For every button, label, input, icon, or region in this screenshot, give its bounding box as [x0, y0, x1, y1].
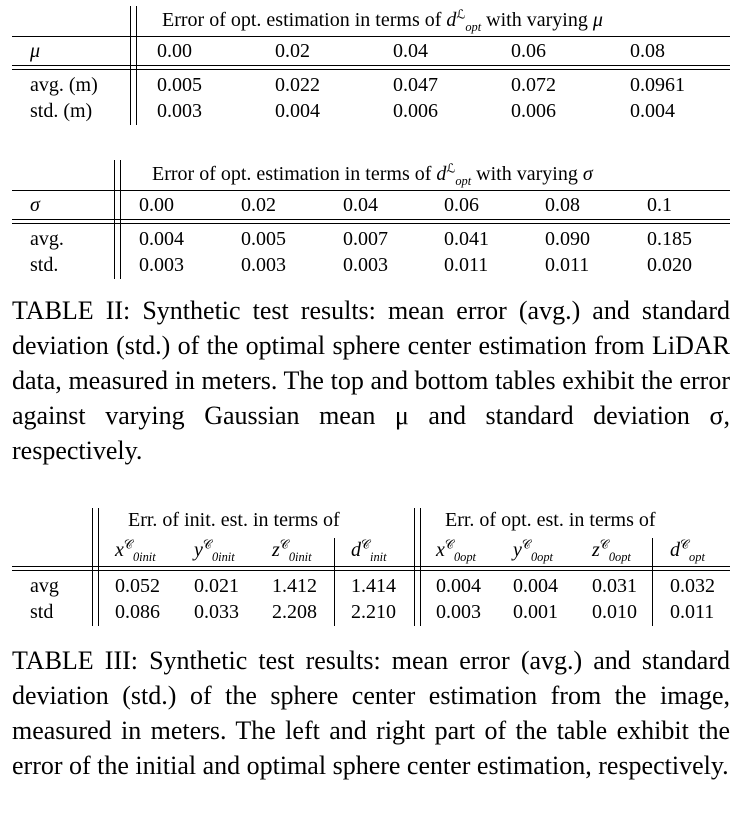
- table-rule: [12, 570, 730, 571]
- table-row-label: std. (m): [30, 100, 93, 122]
- table2-bottom-col-header: 0.02: [241, 194, 276, 216]
- table-rule: [414, 508, 415, 626]
- table-cell: 0.0961: [630, 74, 685, 96]
- table-cell: 0.004: [630, 100, 675, 122]
- table-rule: [12, 190, 730, 191]
- table2-bottom-col-header: 0.06: [444, 194, 479, 216]
- table-cell: 0.011: [670, 601, 715, 623]
- table-cell: 0.003: [343, 254, 388, 276]
- table2-top-col-header: 0.04: [393, 40, 428, 62]
- table2-bottom-col-header: 0.00: [139, 194, 174, 216]
- table3-col-header: $x^𝒞_{0opt}$: [436, 537, 476, 564]
- table-cell: 0.007: [343, 228, 388, 250]
- table-cell: 0.033: [194, 601, 239, 623]
- table-rule: [12, 65, 730, 66]
- table-cell: 1.414: [351, 575, 396, 597]
- table-cell: 0.086: [115, 601, 160, 623]
- table-cell: 0.185: [647, 228, 692, 250]
- table-cell: 2.208: [272, 601, 317, 623]
- table3-col-header: $x^𝒞_{0init}$: [115, 537, 156, 564]
- table3-caption: TABLE III: Synthetic test results: mean error (avg.) and standard deviation (std.) of the sphere center estimation from the image, measured in meters. The left and right part of the table exhibit the error of the initial and optimal sphere center estimation, respectively.: [12, 646, 730, 780]
- table3-col-header: $y^𝒞_{0init}$: [194, 537, 235, 564]
- table-cell: 0.006: [393, 100, 438, 122]
- table-cell: 0.003: [157, 100, 202, 122]
- table2-caption: TABLE II: Synthetic test results: mean error (avg.) and standard deviation (std.) of the optimal sphere center estimation from LiDAR data, measured in meters. The top and bottom tables exhibit the error against varying Gaussian mean μ and standard deviation σ, respectively.: [12, 296, 730, 465]
- table-rule: [334, 538, 335, 626]
- table-rule: [652, 538, 653, 626]
- table-cell: 0.011: [545, 254, 590, 276]
- table-rule: [12, 566, 730, 567]
- table-row-label: avg: [30, 575, 59, 597]
- table-rule: [98, 508, 99, 626]
- table-rule: [12, 219, 730, 220]
- table-cell: 0.022: [275, 74, 320, 96]
- table2-top-param-label: μ: [30, 40, 41, 62]
- table2-top-col-header: 0.08: [630, 40, 665, 62]
- table-cell: 0.011: [444, 254, 489, 276]
- table-cell: 0.047: [393, 74, 438, 96]
- table-cell: 0.020: [647, 254, 692, 276]
- table3-group-left: Err. of init. est. in terms of: [128, 509, 340, 531]
- table-rule: [12, 69, 730, 70]
- table-rule: [12, 223, 730, 224]
- table2-top-header: Error of opt. estimation in terms of $d^ℒ_{opt}$ with varying μ: [162, 7, 603, 34]
- table-cell: 0.004: [275, 100, 320, 122]
- table3-col-header: $y^𝒞_{0opt}$: [513, 537, 553, 564]
- table-row-label: std: [30, 601, 54, 623]
- table2-bottom-param-label: σ: [30, 194, 40, 216]
- table-cell: 0.006: [511, 100, 556, 122]
- table-cell: 0.004: [139, 228, 184, 250]
- table-cell: 1.412: [272, 575, 317, 597]
- table-cell: 0.090: [545, 228, 590, 250]
- table2-top-col-header: 0.02: [275, 40, 310, 62]
- table-cell: 0.032: [670, 575, 715, 597]
- table3-col-header: $d^𝒞_{init}$: [351, 537, 387, 564]
- table-cell: 0.005: [241, 228, 286, 250]
- table-cell: 0.010: [592, 601, 637, 623]
- table-rule: [420, 508, 421, 626]
- table-cell: 0.021: [194, 575, 239, 597]
- table3-col-header: $d^𝒞_{opt}$: [670, 537, 705, 564]
- table2-bottom-header: Error of opt. estimation in terms of $d^ℒ_{opt}$ with varying σ: [152, 161, 593, 188]
- table3-col-header: $z^𝒞_{0opt}$: [592, 537, 631, 564]
- table-cell: 0.003: [241, 254, 286, 276]
- table-row-label: avg.: [30, 228, 64, 250]
- table-row-label: std.: [30, 254, 59, 276]
- table-row-label: avg. (m): [30, 74, 98, 96]
- table-cell: 0.005: [157, 74, 202, 96]
- table-cell: 0.004: [436, 575, 481, 597]
- table2-top-col-header: 0.06: [511, 40, 546, 62]
- table2-bottom-col-header: 0.04: [343, 194, 378, 216]
- table-cell: 2.210: [351, 601, 396, 623]
- table2-bottom-col-header: 0.1: [647, 194, 672, 216]
- table-cell: 0.003: [139, 254, 184, 276]
- table-cell: 0.003: [436, 601, 481, 623]
- table-cell: 0.072: [511, 74, 556, 96]
- table2-top-col-header: 0.00: [157, 40, 192, 62]
- table3-group-right: Err. of opt. est. in terms of: [445, 509, 656, 531]
- table-cell: 0.004: [513, 575, 558, 597]
- table-cell: 0.001: [513, 601, 558, 623]
- table3-col-header: $z^𝒞_{0init}$: [272, 537, 312, 564]
- table2-bottom-col-header: 0.08: [545, 194, 580, 216]
- table-cell: 0.041: [444, 228, 489, 250]
- table-cell: 0.052: [115, 575, 160, 597]
- table-rule: [12, 36, 730, 37]
- table-rule: [92, 508, 93, 626]
- table-cell: 0.031: [592, 575, 637, 597]
